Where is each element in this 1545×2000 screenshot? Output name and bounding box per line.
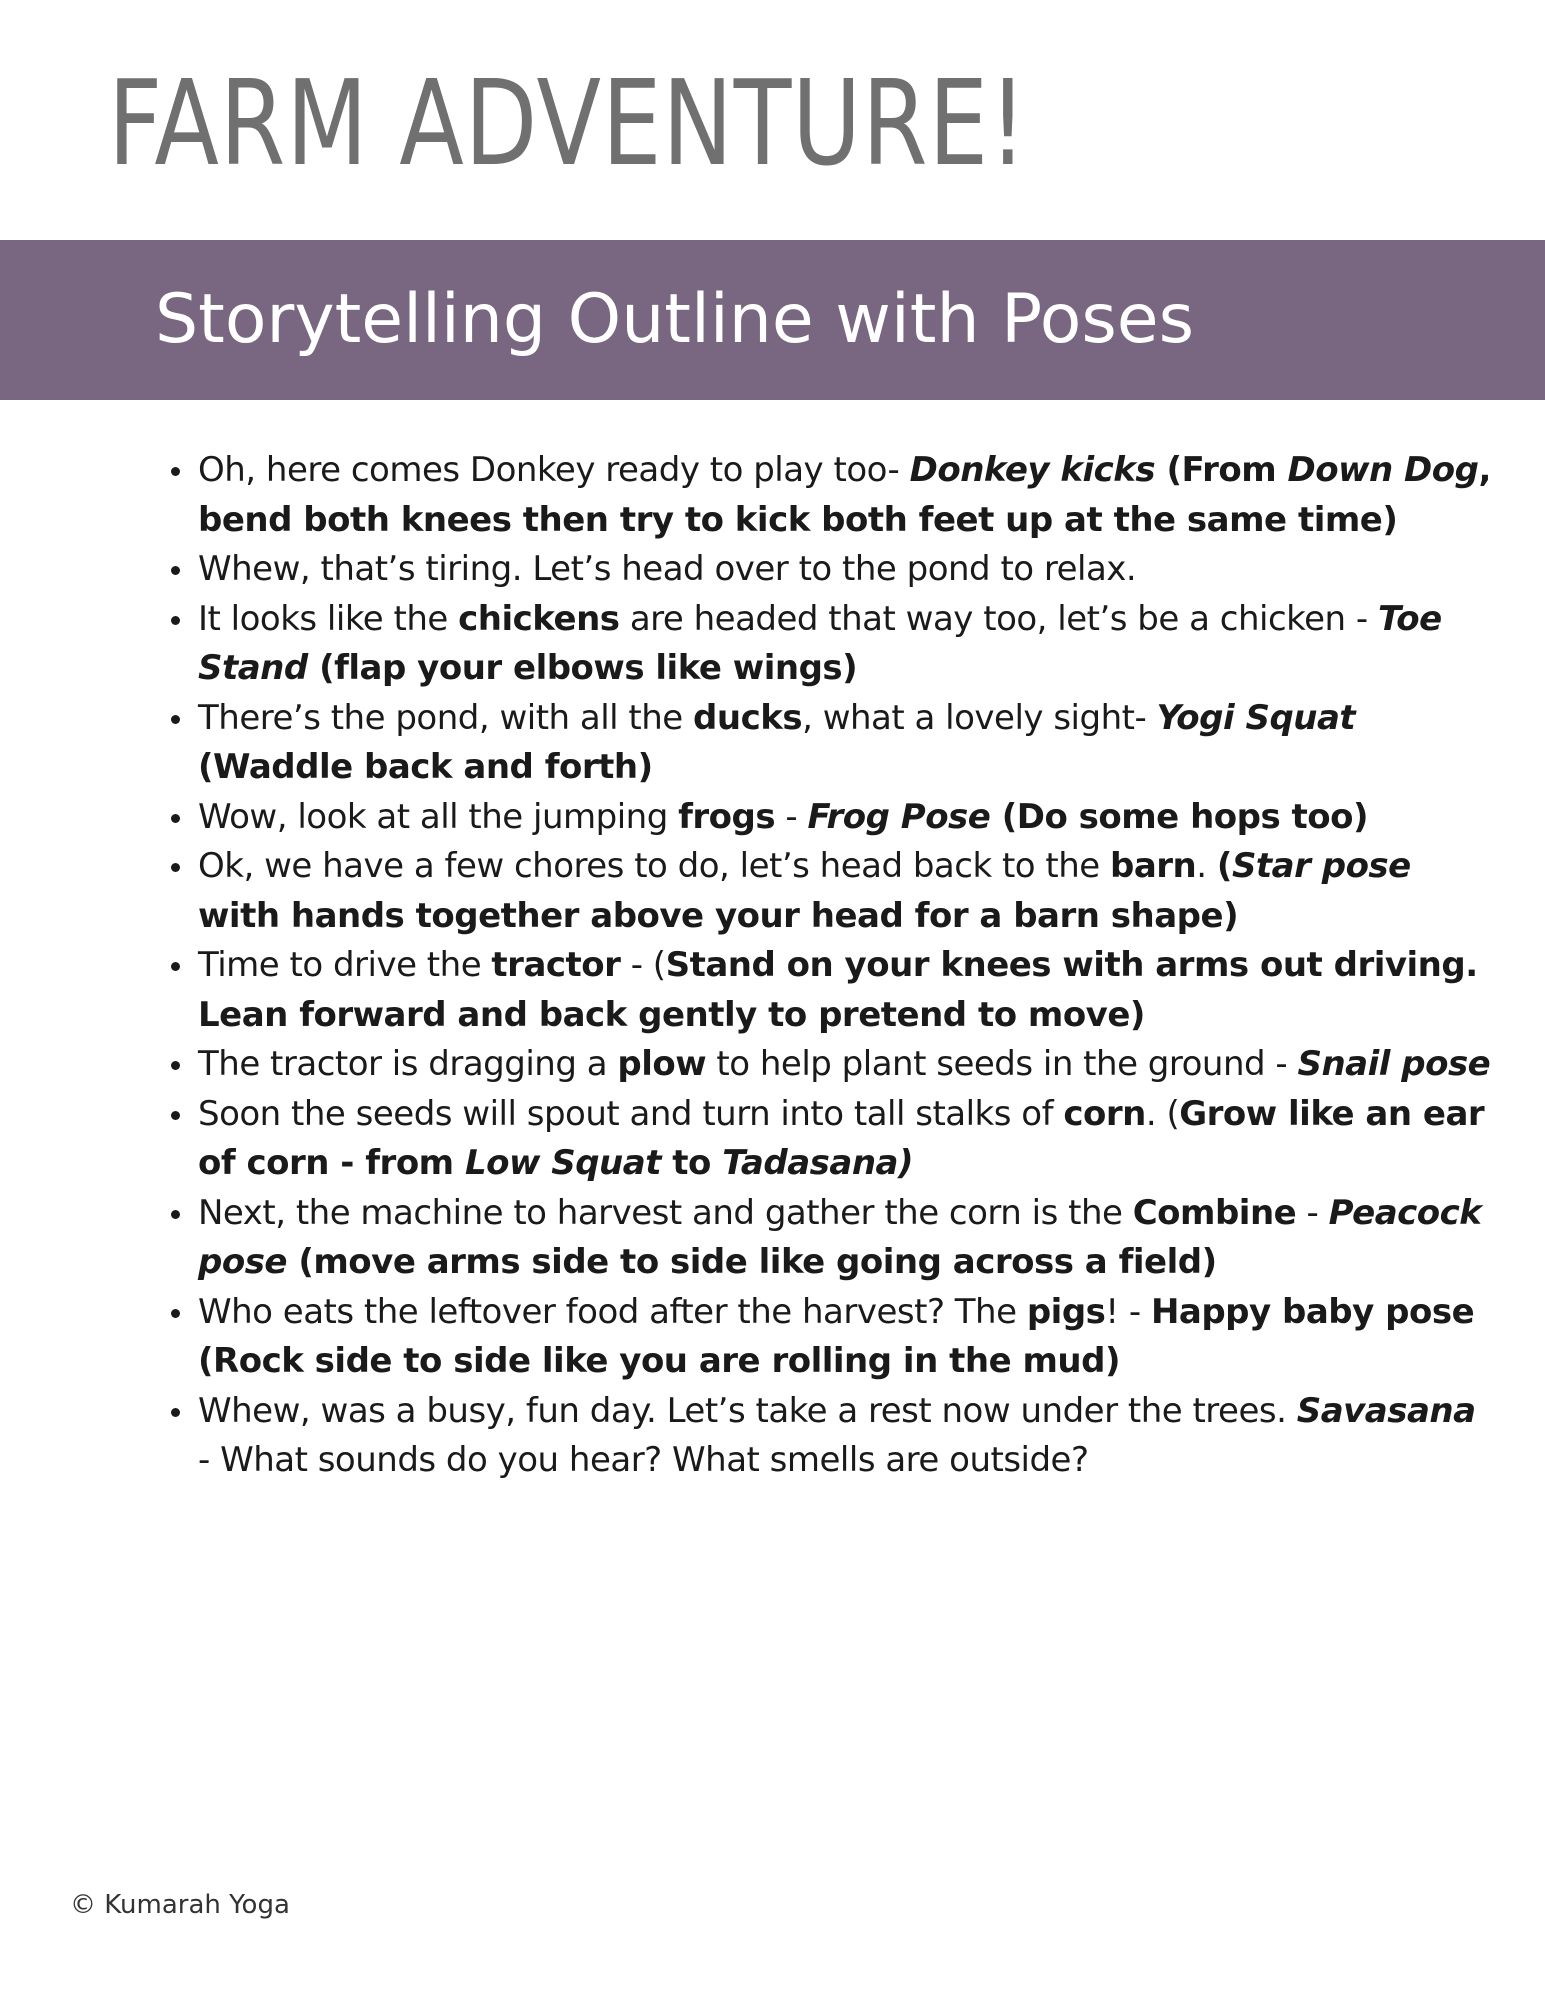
outline-text-segment: - — [1296, 1192, 1329, 1233]
outline-text-segment: (Do some hops too) — [990, 796, 1369, 837]
outline-text-segment: Whew, that’s tiring. Let’s head over to the pond to relax. — [198, 549, 1137, 589]
outline-item — [196, 793, 1496, 843]
outline-item — [196, 1040, 1496, 1090]
subtitle-banner — [0, 240, 1545, 400]
outline-text-segment: tractor — [491, 945, 621, 985]
outline-text-segment: with hands together above your head for a barn shape) — [198, 895, 1239, 936]
outline-text-segment: - What sounds do you hear? What smells are outside? — [198, 1440, 1089, 1480]
outline-text-segment: Whew, was a busy, fun day. Let’s take a rest now under the trees. — [198, 1390, 1297, 1431]
story-outline-list — [154, 446, 1496, 1486]
outline-item — [196, 842, 1496, 941]
page-title: FARM ADVENTURE! — [108, 54, 1028, 192]
outline-text-segment: Tadasana) — [722, 1143, 914, 1183]
outline-text-segment: Combine — [1132, 1192, 1297, 1233]
outline-text-segment: are headed that way too, let’s be a chicken - — [619, 598, 1378, 639]
outline-text-segment: Oh, here comes Donkey ready to play too- — [198, 450, 910, 490]
outline-text-segment: (move arms side to side like going across a field) — [287, 1242, 1217, 1282]
outline-text-segment: Ok, we have a few chores to do, let’s head back to the — [198, 846, 1110, 886]
outline-text-segment: The tractor is dragging a — [198, 1044, 618, 1084]
outline-text-segment: ! - — [1105, 1291, 1151, 1332]
outline-text-segment: ducks — [693, 697, 803, 738]
outline-text-segment: . ( — [1145, 1093, 1180, 1134]
subtitle-text: Storytelling Outline with Poses — [155, 280, 1195, 359]
outline-text-segment: Grow like an ear of corn - from — [198, 1093, 1485, 1183]
outline-text-segment: Peacock pose — [198, 1192, 1482, 1282]
outline-text-segment: (Waddle back and forth) — [198, 747, 653, 787]
outline-text-segment: Snail pose — [1297, 1044, 1491, 1084]
outline-text-segment: Star pose — [1231, 846, 1411, 886]
outline-text-segment: frogs — [678, 796, 776, 837]
outline-text-segment: chickens — [458, 598, 620, 639]
outline-text-segment: . — [1196, 846, 1217, 886]
outline-text-segment: plow — [617, 1044, 707, 1084]
outline-text-segment: , bend both knees then try to kick both feet up at the same time) — [198, 450, 1491, 540]
outline-item — [196, 694, 1496, 793]
outline-item — [196, 545, 1496, 595]
outline-text-segment: Down Dog — [1287, 450, 1479, 490]
outline-text-segment: , what a lovely sight- — [802, 697, 1157, 738]
outline-item — [196, 1189, 1496, 1288]
outline-text-segment: pigs — [1026, 1291, 1106, 1332]
outline-text-segment: to help plant seeds in the ground - — [706, 1044, 1298, 1084]
outline-text-segment: Yogi Squat — [1156, 697, 1356, 738]
outline-text-segment: Time to drive the — [198, 945, 492, 985]
outline-text-segment: Who eats the leftover food after the harvest? The — [198, 1291, 1027, 1332]
outline-item — [196, 1090, 1496, 1189]
outline-text-segment: corn — [1063, 1093, 1146, 1134]
outline-text-segment: Toe Stand — [198, 598, 1442, 688]
outline-item — [196, 941, 1496, 1040]
outline-text-segment: Stand on your knees with arms out driving. Lean forward and back gently to pretend to move) — [198, 945, 1478, 1035]
outline-text-segment: Low Squat — [464, 1143, 661, 1183]
outline-text-segment: Next, the machine to harvest and gather the corn is the — [198, 1192, 1133, 1233]
outline-text-segment: to — [660, 1143, 723, 1183]
outline-text-segment: There’s the pond, with all the — [198, 697, 694, 738]
footer-credit: © Kumarah Yoga — [70, 1890, 290, 1920]
outline-item — [196, 1288, 1496, 1387]
outline-item — [196, 446, 1496, 545]
outline-text-segment: Donkey kicks — [909, 450, 1156, 490]
outline-text-segment: - ( — [620, 945, 666, 985]
outline-item — [196, 1387, 1496, 1486]
outline-text-segment: Wow, look at all the jumping — [198, 796, 679, 837]
outline-text-segment: - — [775, 796, 808, 837]
outline-text-segment: Happy baby pose (Rock side to side like you are rolling in the mud) — [198, 1291, 1475, 1381]
outline-text-segment: Savasana — [1296, 1390, 1476, 1431]
outline-text-segment: (flap your elbows like wings) — [307, 648, 858, 688]
outline-text-segment: barn — [1110, 846, 1197, 886]
outline-text-segment: It looks like the — [198, 598, 459, 639]
outline-text-segment: (From — [1155, 450, 1288, 490]
outline-item — [196, 595, 1496, 694]
outline-text-segment: ( — [1216, 846, 1232, 886]
outline-text-segment: Soon the seeds will spout and turn into tall stalks of — [198, 1093, 1064, 1134]
outline-text-segment: Frog Pose — [807, 796, 991, 837]
